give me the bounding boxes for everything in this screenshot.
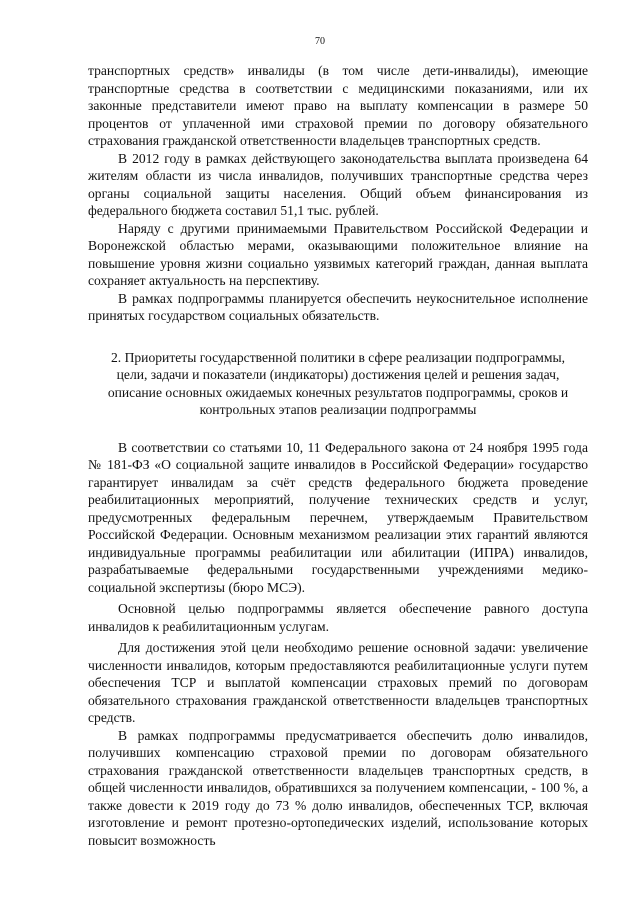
- section-heading: 2. Приоритеты государственной политики в сфере реализации подпрограммы, цели, задачи и показатели (индикаторы) достижения целей и решения задач, описание основных ожидаемых конечных результатов подпрограммы, сроков и контрольных этапов реализации подпрограммы: [107, 349, 569, 417]
- paragraph-other-measures: Наряду с другими принимаемыми Правительством Российской Федерации и Воронежской областью мерами, оказывающими положительное влияние на повышение уровня жизни социально уязвимых категорий граждан, данная выплата сохраняет актуальность на перспективу.: [88, 220, 588, 288]
- paragraph-planned-share: В рамках подпрограммы предусматривается обеспечить долю инвалидов, получивших компенсацию страховой премии по договорам обязательного страхования гражданской ответственности владельцев транспортных средств, в общей численности инвалидов, обратившихся за получением компенсации, - 100 %, а также довести к 2019 году до 73 % долю инвалидов, обеспеченных ТСР, включая изготовление и ремонт протезно-ортопедических изделий, использование которых повысит возможность: [88, 727, 588, 848]
- paragraph-continued-compensation: транспортных средств» инвалиды (в том числе дети-инвалиды), имеющие транспортные средства в соответствии с медицинскими показаниями, или их законные представители имеют право на выплату компенсации в размере 50 процентов от уплаченной ими страховой премии по договору обязательного страхования гражданской ответственности владельцев транспортных средств.: [88, 63, 588, 148]
- page-content: [88, 62, 588, 849]
- paragraph-main-task: Для достижения этой цели необходимо решение основной задачи: увеличение численности инвалидов, которым предоставляются реабилитационные услуги путем обеспечения ТСР и выплатой компенсации страховых премий по договорам обязательного страхования гражданской ответственности владельцев транспортных средств.: [88, 640, 588, 725]
- paragraph-2012-payments: В 2012 году в рамках действующего законодательства выплата произведена 64 жителям области из числа инвалидов, получивших транспортные средства через органы социальной защиты населения. Общий объем финансирования из федерального бюджета составил 51,1 тыс. рублей.: [88, 150, 588, 218]
- paragraph-main-goal: Основной целью подпрограммы является обеспечение равного доступа инвалидов к реабилитационным услугам.: [88, 601, 588, 634]
- paragraph-obligations: В рамках подпрограммы планируется обеспечить неукоснительное исполнение принятых государством социальных обязательств.: [88, 290, 588, 323]
- page-number: 70: [315, 36, 325, 47]
- paragraph-federal-law: В соответствии со статьями 10, 11 Федерального закона от 24 ноября 1995 года № 181-ФЗ «О социальной защите инвалидов в Российской Федерации» государство гарантирует инвалидам за счёт средств федерального бюджета проведение реабилитационных мероприятий, получение технических средств и услуг, предусмотренных федеральным перечнем, утверждаемым Правительством Российской Федерации. Основным механизмом реализации этих гарантий являются индивидуальные программы реабилитации или абилитации (ИПРА) инвалидов, разрабатываемые федеральными государственными учреждениями медико-социальной экспертизы (бюро МСЭ).: [88, 439, 588, 595]
